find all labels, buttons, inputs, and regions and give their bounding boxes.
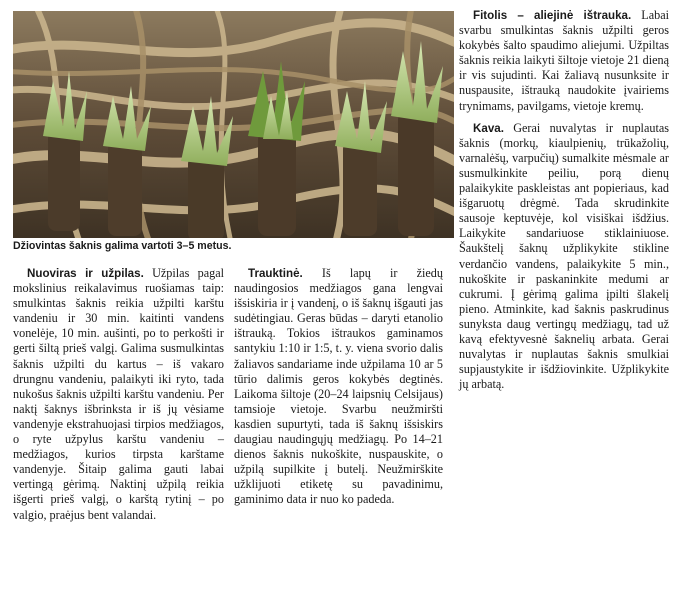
heading-kava: Kava.: [473, 121, 504, 135]
column-2: [234, 266, 443, 508]
paragraph-kava: [459, 121, 669, 393]
text-trauktine: Iš lapų ir žiedų naudingosios medžiagos gana lengvai išsiskiria ir į vandenį, o iš šaknų išgauti jas sudėtingiau. Geras būdas – daryti etanolio ištrauką. Tokios ištraukos gaminamos santykiu 1:10 ir 1:5, t. y. viena svorio dalis žaliavos sandariame inde užpilama 10 ar 5 tūrio dalimis geros kokybės degtinės. Laikoma šiltoje (20–24 laipsnių Celsijaus) tamsioje vietoje. Svarbu neužmiršti kasdien supurtyti, tada iš šaknų išsiskirs daugiau naudingųjų medžiagų. Po 14–21 dienos šaknis nukoškite, nuspauskite, o užpilą supilkite į butelį. Neužmirškite užklijuoti etiketę su pavadinimu, gaminimo data ir nuo ko padeda.: [234, 266, 443, 507]
paragraph-nuoviras: [13, 266, 224, 523]
text-kava: Gerai nuvalytas ir nuplautas šaknis (morkų, kiaulpienių, trūkažolių, varnalėšų, varpučių) sumalkite mėsmale ar susmulkinkite peiliu, porą dienų palaikykite paskleistas ant popieriaus, kad išgaruotų drėgmė. Tada skrudinkite sausoje keptuvėje, kol visiškai išdžius. Laikykite sandariuose stiklainiuose. Šaukštelį šaknų užplikykite stikline verdančio vandens, palaikykite 5 min., nukoškite ir paskaninkite medumi ar cukrumi. Į gėrimą galima įpilti šlakelį pieno. Atminkite, kad šaknis paskrudinus sunyksta daug vertingų medžiagų, tad už kavą efektyvesnė šaknelių arbata. Gerai nuvalytas ir nuplautas šaknis smulkiai supjaustykite ir išdžiovinkite. Užplikykite jų arbatą.: [459, 120, 669, 392]
heading-fitolis: Fitolis – aliejinė ištrauka.: [473, 9, 632, 22]
column-1: [13, 266, 224, 523]
heading-trauktine: Trauktinė.: [248, 267, 303, 280]
text-fitolis: Labai svarbu smulkintas šaknis užpilti geros kokybės šalto spaudimo aliejumi. Užpiltas šaknis reikia laikyti šiltoje vietoje 21 dieną ir vis sujudinti. Kai žaliavą nusunksite ir nuspausite, ištrauką naudokite įvairiems trynimams, pavilgams, vietoje kremų.: [459, 8, 669, 113]
column-3: [459, 8, 669, 392]
photo-caption: Džiovintas šaknis galima vartoti 3–5 metus.: [13, 240, 232, 252]
paragraph-trauktine: [234, 266, 443, 508]
root-photo: [13, 11, 454, 238]
paragraph-fitolis: [459, 8, 669, 114]
text-nuoviras: Užpilas pagal mokslinius reikalavimus ruošiamas taip: smulkintas šaknis reikia užpilti karštu vandeniu ir 30 min. kaitinti vandens vonelėje, 10 min. aušinti, po to perkošti ir gerti šiltą prieš valgį. Galima susmulkintas šaknis užpilti du kartus – iš vakaro drungnu vandeniu, palaikyti iki ryto, tada nukošus šaknis užpilti karštu vandeniu. Per naktį šaknys išbrinksta ir iš jų vėsiame vandenyje ekstrahuojasi tirpios medžiagos, o ryte užpylus karštu vandeniu – medžiagos, kurios tirpsta karštame vandenyje. Šitaip galima gauti labai vertingą gėrimą. Naktinį užpilą reikia išgerti prieš valgį, o karštą rytinį – po valgio, praėjus bent valandai.: [13, 266, 224, 522]
heading-nuoviras: Nuoviras ir užpilas.: [27, 267, 144, 280]
